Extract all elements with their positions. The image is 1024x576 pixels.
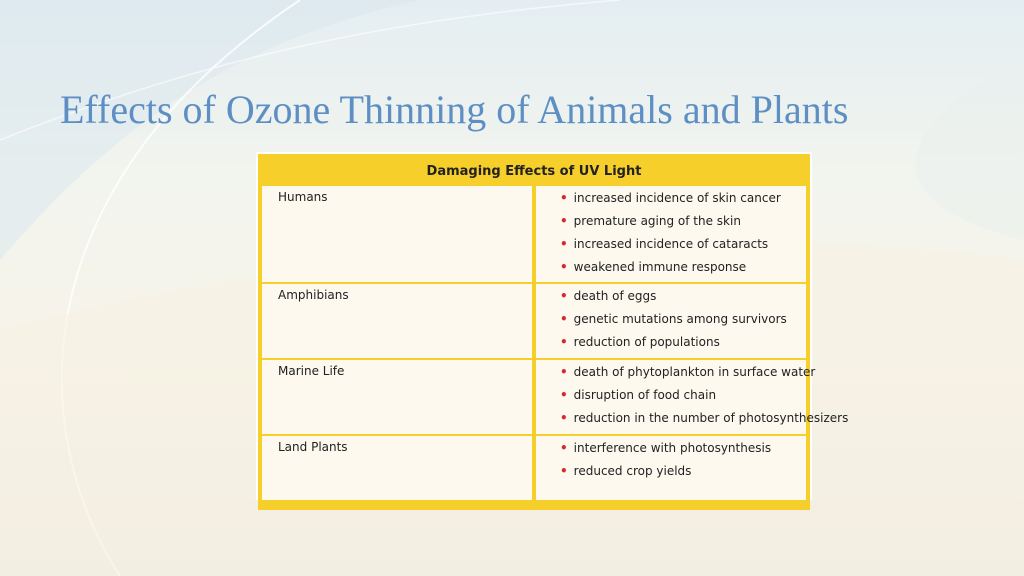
effect-item (560, 440, 806, 463)
effect-item (560, 364, 816, 387)
group-label: Amphibians (260, 283, 534, 359)
effect-item (560, 190, 806, 213)
effects-cell (534, 359, 849, 435)
effect-item (560, 236, 806, 259)
bullet-icon: • (560, 214, 568, 228)
effect-text: genetic mutations among survivors (573, 312, 787, 326)
effect-text: reduction of populations (573, 335, 720, 349)
effect-text: death of eggs (573, 289, 657, 303)
group-label: Humans (260, 185, 534, 283)
effect-item (560, 213, 806, 236)
effect-item (560, 410, 849, 433)
effects-cell (534, 435, 808, 500)
table-row-marine-life (260, 359, 808, 435)
table-row-humans (260, 185, 808, 283)
bullet-icon: • (560, 441, 568, 455)
effect-item (560, 259, 806, 282)
effect-item (560, 334, 806, 357)
effects-list (560, 364, 849, 433)
effects-list (560, 190, 806, 282)
effect-text: death of phytoplankton in surface water (573, 365, 816, 379)
table-footer-band (260, 500, 808, 508)
table-row-amphibians (260, 283, 808, 359)
bullet-icon: • (560, 464, 568, 478)
effects-cell (534, 283, 808, 359)
bullet-icon: • (560, 312, 568, 326)
effects-cell (534, 185, 808, 283)
bullet-icon: • (560, 191, 568, 205)
table-footer-fill (260, 500, 808, 508)
background-wave-right (915, 60, 1024, 240)
effect-item (560, 387, 806, 410)
effect-text: interference with photosynthesis (573, 441, 772, 455)
table-header-row (260, 156, 808, 185)
bullet-icon: • (560, 365, 568, 379)
bullet-icon: • (560, 237, 568, 251)
uv-effects-figure (256, 152, 849, 500)
bullet-icon: • (560, 260, 568, 274)
slide-title: Effects of Ozone Thinning of Animals and Plants (60, 87, 849, 132)
effect-item (560, 311, 806, 334)
group-label: Marine Life (260, 359, 534, 435)
effect-text: increased incidence of skin cancer (573, 191, 781, 205)
group-label: Land Plants (260, 435, 534, 500)
table-row-land-plants (260, 435, 808, 500)
bullet-icon: • (560, 411, 568, 425)
bullet-icon: • (560, 289, 568, 303)
effect-item (560, 463, 806, 486)
effect-text: weakened immune response (573, 260, 747, 274)
effects-list (560, 288, 806, 357)
effects-list (560, 440, 806, 486)
table-header: Damaging Effects of UV Light (260, 156, 808, 185)
effect-text: premature aging of the skin (573, 214, 741, 228)
effect-text: reduction in the number of photosynthesizers (573, 411, 849, 425)
effect-text: increased incidence of cataracts (573, 237, 769, 251)
bullet-icon: • (560, 335, 568, 349)
bullet-icon: • (560, 388, 568, 402)
effect-text: reduced crop yields (573, 464, 692, 478)
effect-item (560, 288, 806, 311)
effect-text: disruption of food chain (573, 388, 717, 402)
uv-effects-table (258, 154, 849, 510)
